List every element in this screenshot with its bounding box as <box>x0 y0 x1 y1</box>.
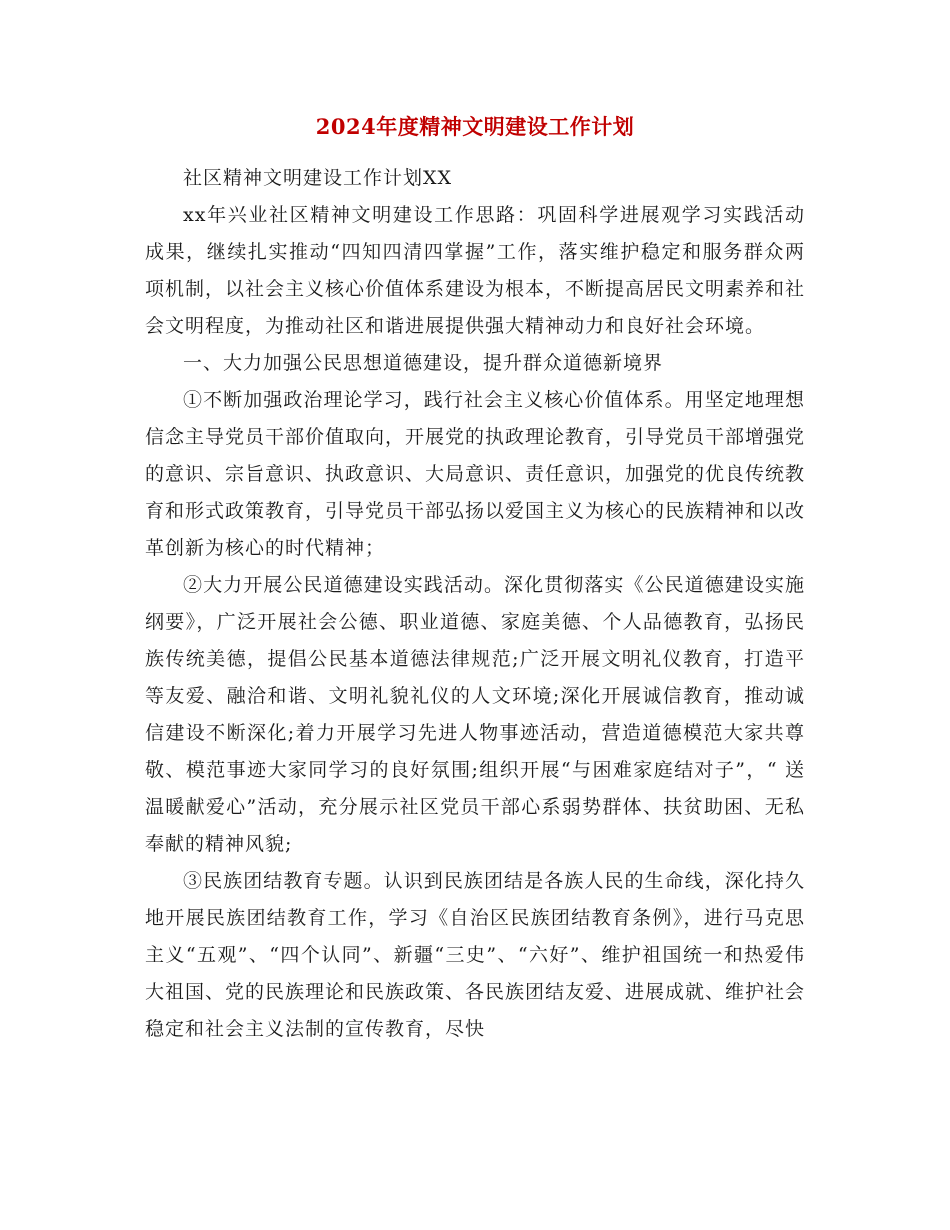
paragraph-item-3: ③民族团结教育专题。认识到民族团结是各族人民的生命线，深化持久地开展民族团结教育工作，学习《自治区民族团结教育条例》，进行马克思主义“五观”、“四个认同”、新疆“三史”、“六好”、维护祖国统一和热爱伟大祖国、党的民族理论和民族政策、各民族团结友爱、进展成就、维护社会稳定和社会主义法制的宣传教育，尽快 <box>145 870 806 1040</box>
document-title: 2024年度精神文明建设工作计划 <box>315 114 635 139</box>
paragraph-subtitle: 社区精神文明建设工作计划XX <box>183 167 453 189</box>
paragraph-intro: xx年兴业社区精神文明建设工作思路：巩固科学进展观学习实践活动成果，继续扎实推动“四知四清四掌握”工作，落实维护稳定和服务群众两项机制，以社会主义核心价值体系建设为根本，不断提高居民文明素养和社会文明程度，为推动社区和谐进展提供强大精神动力和良好社会环境。 <box>145 204 806 337</box>
section-heading-1: 一、大力加强公民思想道德建设，提升群众道德新境界 <box>183 352 664 374</box>
paragraph-item-2: ②大力开展公民道德建设实践活动。深化贯彻落实《公民道德建设实施纲要》，广泛开展社会公德、职业道德、家庭美德、个人品德教育，弘扬民族传统美德，提倡公民基本道德法律规范;广泛开展文明礼仪教育，打造平等友爱、融洽和谐、文明礼貌礼仪的人文环境;深化开展诚信教育，推动诚信建设不断深化;着力开展学习先进人物事迹活动，营造道德模范大家共尊敬、模范事迹大家同学习的良好氛围;组织开展“与困难家庭结对子”，“ 送温暖献爱心”活动，充分展示社区党员干部心系弱势群体、扶贫助困、无私奉献的精神风貌; <box>145 574 805 855</box>
paragraph-item-1: ①不断加强政治理论学习，践行社会主义核心价值体系。用坚定地理想信念主导党员干部价值取向，开展党的执政理论教育，引导党员干部增强党的意识、宗旨意识、执政意识、大局意识、责任意识，加强党的优良传统教育和形式政策教育，引导党员干部弘扬以爱国主义为核心的民族精神和以改革创新为核心的时代精神； <box>145 389 806 559</box>
